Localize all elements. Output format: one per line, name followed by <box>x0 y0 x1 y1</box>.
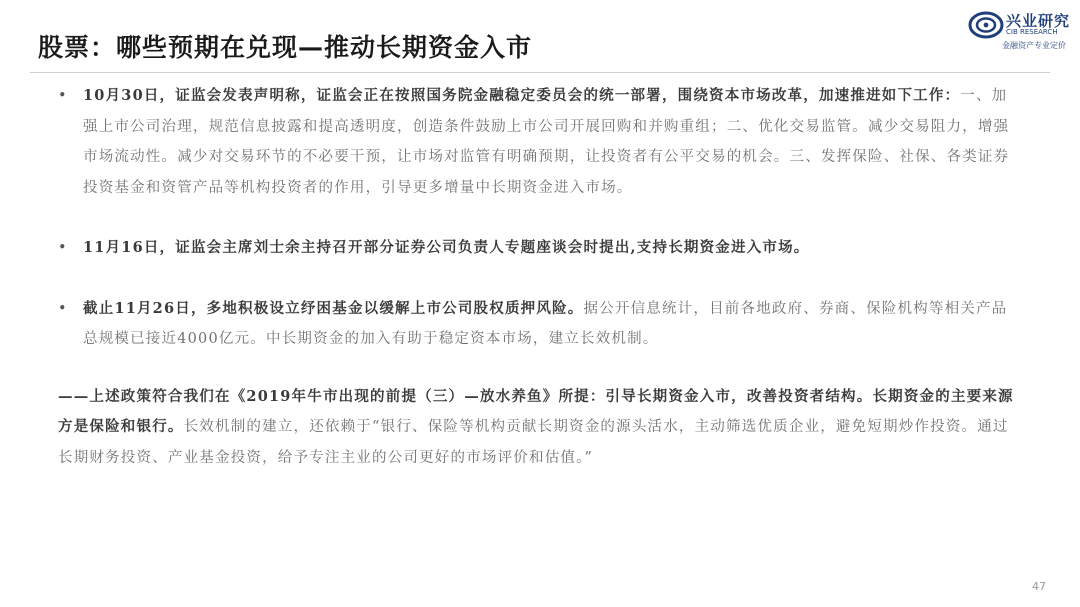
page-number: 47 <box>1032 580 1046 593</box>
bullet-dot: • <box>58 240 68 256</box>
bullet-bold-text: 11月16日，证监会主席刘士余主持召开部分证券公司负责人专题座谈会时提出,支持长期资金进入市场。 <box>83 239 810 256</box>
bullet-text: 一、加强上市公司治理，规范信息披露和提高透明度，创造条件鼓励上市公司开展回购和并购重组；二、优化交易监管。减少交易阻力，增强市场流动性。减少对交易环节的不必要干预，让市场对监管有明确预期，让投资者有公平交易的机会。三、发挥保险、社保、各类证券投资基金和资管产品等机构投资者的作用，引导更多增量中长期资金进入市场。 <box>83 88 1010 196</box>
bullet-item <box>58 294 1020 355</box>
bullet-dot: • <box>58 88 68 104</box>
summary-bold-text: ——上述政策符合我们在《2019年牛市出现的前提（三）—放水养鱼》所提：引导长期资金入市，改善投资者结构。长期资金的主要来源方是保险和银行。 <box>58 387 1014 435</box>
slide-body <box>58 81 1020 473</box>
logo-name-cn: 兴业研究 <box>1006 12 1071 30</box>
logo-name-en: CIB RESEARCH <box>1006 28 1058 36</box>
bullet-text: 据公开信息统计，目前各地政府、券商、保险机构等相关产品总规模已接近4000亿元。中长期资金的加入有助于稳定资本市场，建立长效机制。 <box>83 300 1008 347</box>
bullet-bold-text: 10月30日，证监会发表声明称，证监会正在按照国务院金融稳定委员会的统一部署，围绕资本市场改革，加速推进如下工作： <box>83 87 961 104</box>
cib-logo-icon <box>968 10 1004 40</box>
page-title: 股票：哪些预期在兑现—推动长期资金入市 <box>38 33 533 62</box>
summary-paragraph <box>58 382 1020 474</box>
logo-tagline: 金融资产专业定价 <box>1002 41 1066 50</box>
bullet-item <box>58 233 1020 264</box>
bullet-dot: • <box>58 300 68 317</box>
summary-text: 长效机制的建立，还依赖于“银行、保险等机构贡献长期资金的源头活水，主动筛选优质企业，避免短期炒作投资。通过长期财务投资、产业基金投资，给予专注主业的公司更好的市场评价和估值。” <box>58 419 1009 466</box>
title-divider <box>30 72 1050 73</box>
cib-logo <box>968 6 1076 52</box>
bullet-bold-text: 截止11月26日，多地积极设立纾困基金以缓解上市公司股权质押风险。 <box>83 299 584 317</box>
bullet-item <box>58 81 1020 203</box>
